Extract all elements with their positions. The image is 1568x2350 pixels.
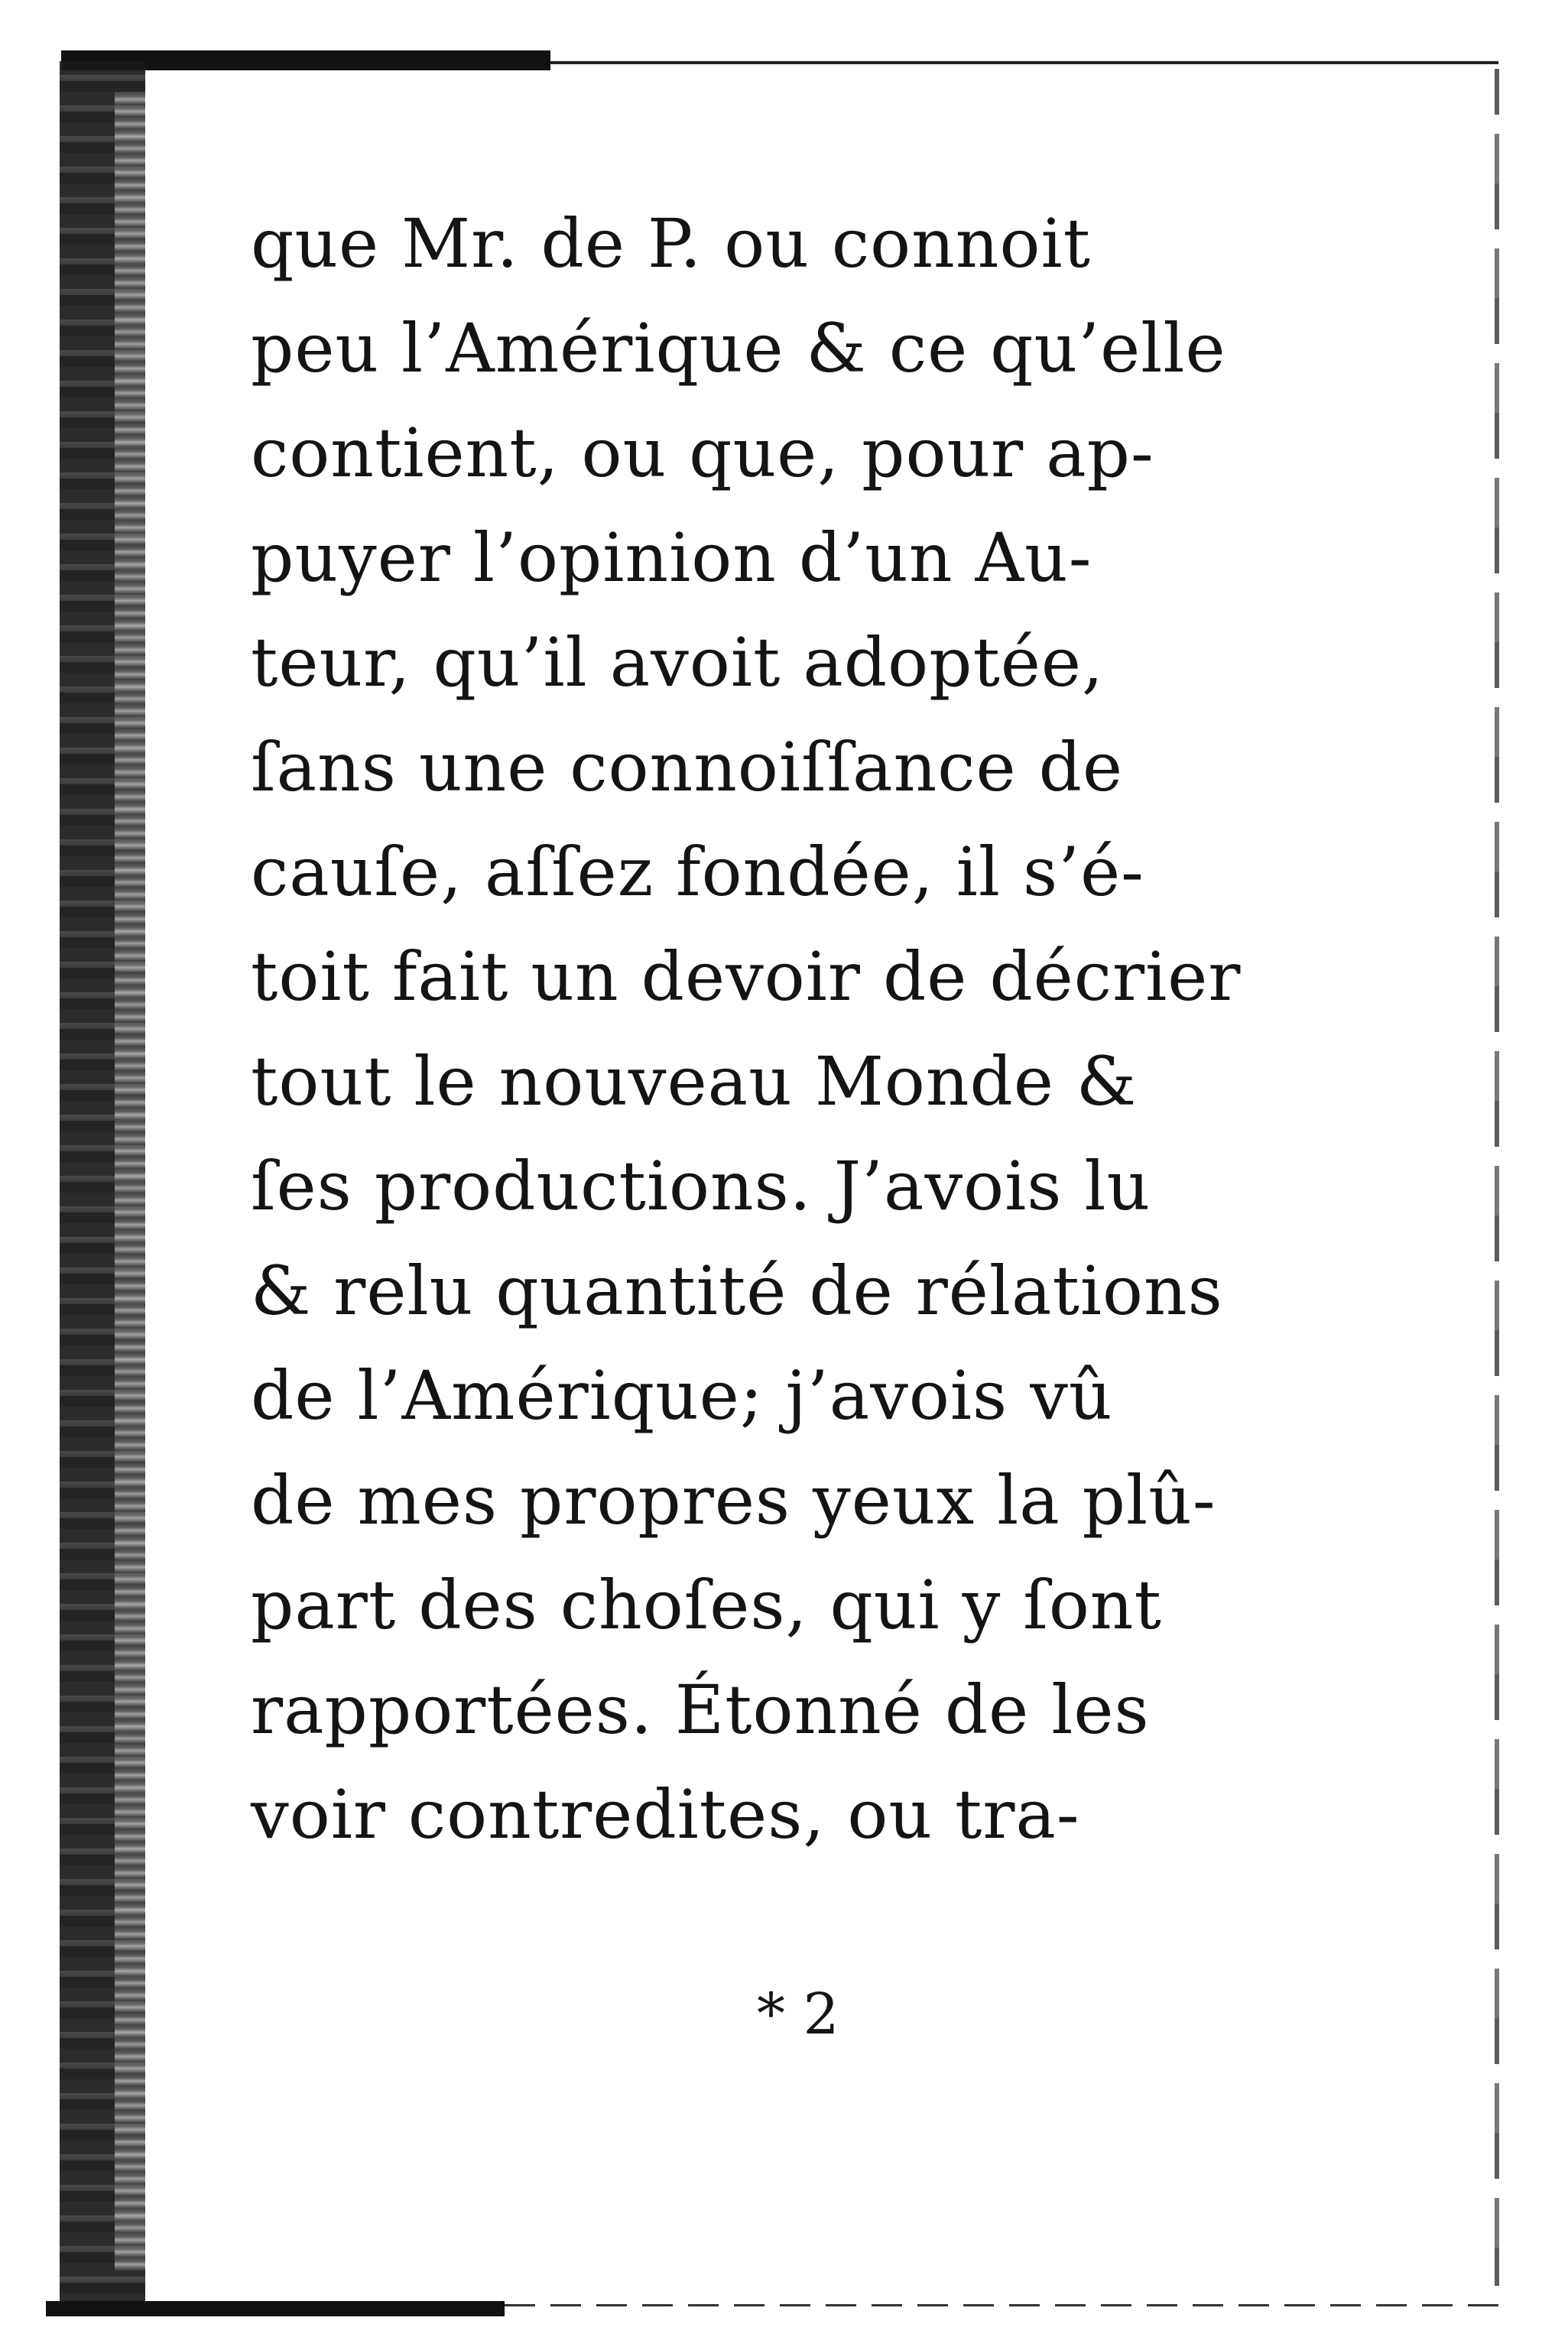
scan-border-top-rule [550,61,1498,64]
text-line: de l’Amérique; j’avois vû [251,1356,1113,1435]
text-line: ſes productions. J’avois lu [251,1147,1151,1225]
scan-border-right [1495,69,1499,2286]
text-line: contient, ou que, pour ap- [251,414,1154,492]
text-line: voir contredites, ou tra- [251,1775,1080,1854]
text-line: de mes propres yeux la plû- [251,1461,1216,1540]
text-line: teur, qu’il avoit adoptée, [251,623,1104,702]
text-line: que Mr. de P. ou connoit [251,204,1091,283]
text-line: rapportées. Étonné de les [251,1670,1150,1749]
scan-border-bottom [46,2301,505,2316]
text-line: puyer l’opinion d’un Au- [251,518,1092,597]
scan-border-left-shadow [115,92,145,2270]
text-line: tout le nouveau Monde & [251,1042,1138,1121]
signature-mark: * 2 [757,1982,839,2047]
text-line: ſans une connoiſſance de [251,728,1124,807]
scan-border-bottom-rule [505,2304,1498,2306]
text-line: peu l’Amérique & ce qu’elle [251,309,1226,388]
text-line: & relu quantité de rélations [251,1251,1223,1330]
body-text [251,191,1245,1867]
text-line: toit fait un devoir de décrier [251,937,1242,1016]
text-line: cauſe, aſſez fondée, il s’é- [251,833,1144,911]
text-line: part des choſes, qui y ſont [251,1566,1162,1644]
